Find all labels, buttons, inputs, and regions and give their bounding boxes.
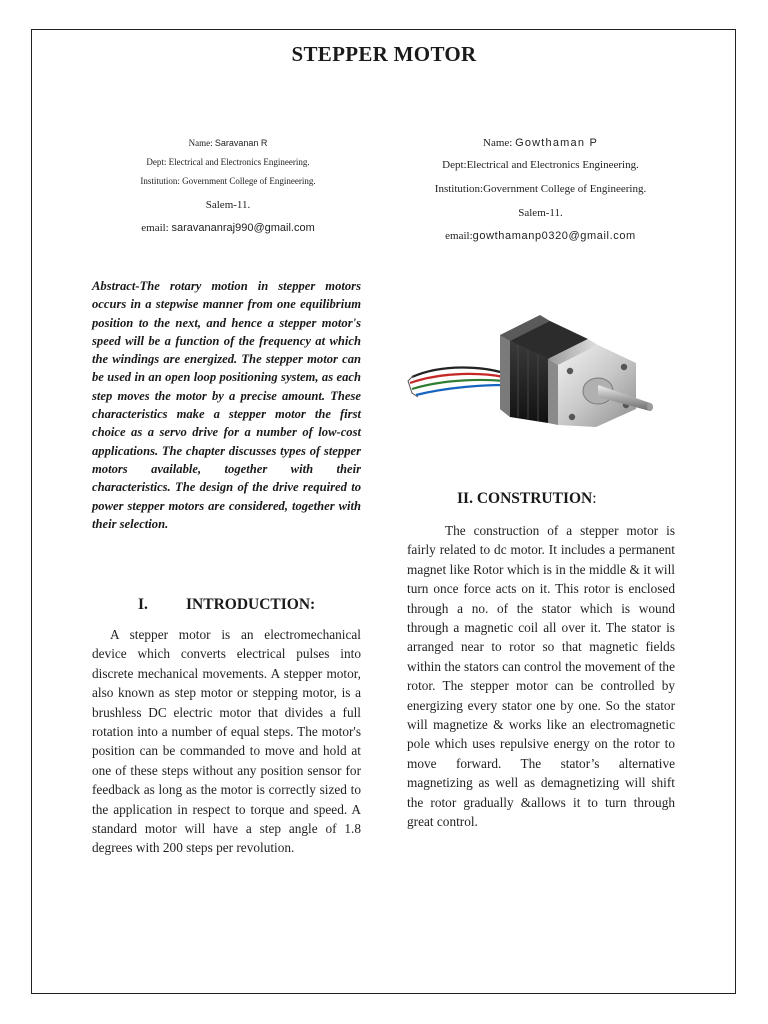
stepper-motor-photo — [404, 305, 656, 427]
section-title: CONSTRUTION — [476, 490, 593, 507]
section-heading-introduction — [138, 596, 315, 614]
author-institution: Institution: Government College of Engineering. — [140, 176, 316, 186]
author-city: Salem-11. — [205, 199, 251, 211]
author-block-2 — [403, 135, 678, 244]
author-email-label: email: — [141, 222, 169, 234]
construction-paragraph: The construction of a stepper motor is fairly related to dc motor. It includes a permanent magnet like Rotor which is in the middle & it will turn once force acts on it. This rotor is enclosed through a no. of the stator which is wound through a magnetic coil all over it. The stator is arranged near to rotor so that magnetic fields within the stators can control the movement of the rotor. The stepper motor can be controlled by energizing every stator one by one. So the stator will magnetize & works like an electromagnetic pole which uses repulsive energy on the rotor to move forward. The stator’s alternative magnetizing as well as demagnetizing will shift the rotor gradually &allows it to turn through great control. — [407, 523, 675, 830]
section-number: II. — [457, 490, 473, 507]
paper-title: STEPPER MOTOR — [291, 42, 477, 66]
author-name-label: Name: — [483, 137, 513, 149]
author-institution: Institution:Government College of Engineering. — [434, 183, 647, 195]
author-name: Saravanan R — [214, 138, 268, 148]
author-block-1 — [97, 136, 359, 236]
abstract — [92, 277, 361, 533]
author-name-label: Name: — [188, 138, 213, 148]
author-dept: Dept: Electrical and Electronics Engineering. — [146, 157, 310, 167]
author-email-label: email: — [445, 230, 473, 242]
section-title: INTRODUCTION: — [186, 596, 316, 613]
introduction-paragraph: A stepper motor is an electromechanical device which converts electrical pulses into discrete mechanical movements. A stepper motor, also known as step motor or stepping motor, is a brushless DC electric motor that divides a full rotation into a number of equal steps. The motor's position can be commanded to move and hold at one of these steps without any position sensor for feedback as long as the motor is correctly sized to the application in respect to torque and speed. A standard motor will have a step angle of 1.8 degrees with 200 steps per revolution. — [92, 627, 361, 856]
author-email: saravananraj990@gmail.com — [171, 222, 315, 234]
abstract-text: The rotary motion in stepper motors occurs in a stepwise manner from one equilibrium position to the next, and hence a stepper motor's speed will be a function of the frequency at which the windings are energized. The stepper motor can be used in an open loop positioning system, as each step moves the motor by a precise amount. These characteristics make a stepper motor the first choice as a servo drive for a number of low-cost applications. The chapter discusses types of stepper motors available, together with their characteristics. The design of the drive required to power stepper motors are considered, together with their selection. — [92, 279, 361, 531]
author-email: gowthamanp0320@gmail.com — [472, 230, 636, 242]
section-number: I. — [138, 596, 148, 613]
abstract-label: Abstract- — [92, 279, 140, 293]
author-name-line — [97, 136, 359, 152]
author-name: Gowthaman P — [515, 137, 598, 149]
author-city: Salem-11. — [518, 207, 563, 219]
author-email-line — [97, 220, 359, 236]
author-name-line — [403, 135, 678, 157]
section-heading-construction — [457, 490, 597, 508]
section-title-suffix: : — [592, 490, 597, 507]
author-dept: Dept:Electrical and Electronics Engineering. — [442, 159, 639, 171]
author-email-line — [403, 228, 678, 244]
